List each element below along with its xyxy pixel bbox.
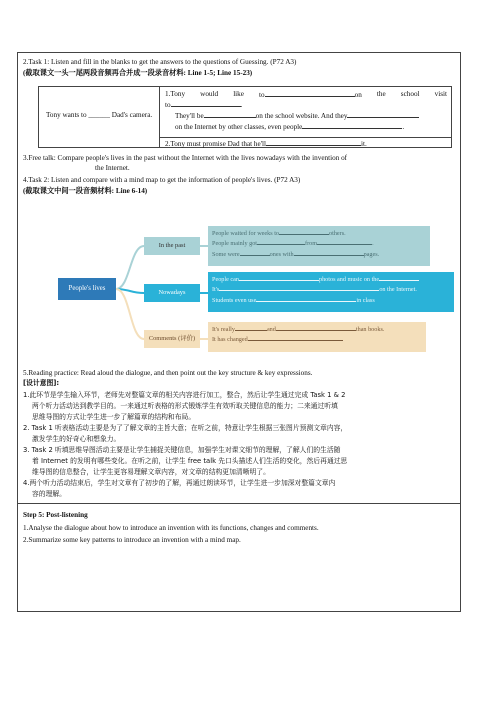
task2-audio-note: (截取课文中间一段音频材料: Line 6-14) (23, 187, 148, 195)
cell-text: the (376, 90, 386, 98)
cell-text: 1.Tony (165, 90, 186, 98)
tony-wants-label: Tony wants to ______ Dad's camera. (46, 111, 153, 119)
branch-nowadays: Nowadays (144, 284, 200, 302)
nowadays-details-box (208, 272, 454, 312)
fill-blank[interactable] (302, 121, 402, 129)
box-text: People can (212, 276, 239, 283)
design-line: 着 Internet 的发明有哪些变化。在听之前，让学生 free talk 先口头描述人们生活的变化，然后再通过思 (32, 457, 348, 465)
cell-text: They'll be (175, 112, 204, 120)
task1-instruction: 2.Task 1: Listen and fill in the blanks to get the answers to the questions of Guessing. (P72 A3) (23, 58, 297, 66)
box-text: and (266, 326, 276, 333)
table-left-cell (39, 87, 160, 147)
box-text: from (305, 240, 318, 248)
box-text: Some were (212, 250, 240, 258)
cell-text: to (259, 91, 265, 99)
mind-map (58, 226, 453, 356)
box-text: pages. (363, 250, 380, 258)
step5-title: Step 5: Post-listening (23, 511, 88, 519)
fill-blank[interactable] (204, 110, 256, 118)
design-line: 思维导图的方式让学生进一步了解篇章的结构和布局。 (32, 413, 196, 421)
design-line: 1.此环节是学生输入环节，老师先对整篇文章的相关内容进行加工，整合，然后让学生通过完成 Task 1 & 2 (23, 391, 346, 399)
box-text: People mainly got (212, 240, 258, 248)
branch-in-the-past: In the past (144, 237, 200, 255)
cell-text: on the school website. And they (255, 112, 348, 120)
fill-blank[interactable] (265, 89, 355, 97)
fill-blank[interactable] (171, 99, 241, 107)
table-row-3: on the Internet by other classes, even people . (175, 123, 405, 131)
cell-text: 2.Tony must promise Dad that he'll (165, 140, 267, 148)
design-line: 维导图的信息整合，让学生更容易理解文章内容，对文章的结构更加清晰明了。 (32, 468, 270, 476)
fill-blank[interactable] (294, 249, 364, 256)
design-line: 4.两个听力活动结束后，学生对文章有了初步的了解，再通过朗读环节，让学生进一步加深对整篇文章内 (23, 479, 336, 487)
branch-comments: Comments (评价) (144, 330, 200, 348)
lesson-plan-page (17, 52, 461, 612)
box-text: than books. (355, 326, 385, 333)
box-text: It has changed (212, 336, 248, 344)
step5-item-2: 2.Summarize some key patterns to introduce an invention with a mind map. (23, 536, 241, 544)
fill-blank[interactable] (347, 110, 419, 118)
fill-blank[interactable] (240, 249, 270, 256)
fill-blank[interactable] (248, 334, 343, 341)
cell-text: to (165, 101, 171, 109)
cell-text: would (200, 90, 219, 98)
table-row-1b (165, 99, 447, 110)
box-text: People waited for weeks to (212, 230, 280, 237)
box-text: in class (356, 296, 375, 304)
box-text: on the Internet. (379, 286, 417, 294)
cell-text: on the Internet by other classes, even people (175, 123, 303, 131)
design-intent-title: [设计意图]: (23, 379, 60, 387)
task1-table (38, 86, 452, 148)
cell-text: it. (361, 140, 367, 148)
free-talk-line-2: the Internet. (95, 164, 130, 172)
task2-instruction: 4.Task 2: Listen and compare with a mind map to get the information of people's lives. (P72 A3) (23, 176, 301, 184)
fill-blank[interactable] (379, 274, 419, 281)
table-row-2 (165, 110, 447, 121)
design-line: 激发学生的好奇心和想象力。 (32, 435, 121, 443)
table-row-4 (165, 138, 447, 149)
fill-blank[interactable] (317, 238, 372, 245)
box-text: Students even use (212, 296, 257, 304)
cell-text: visit (434, 90, 447, 98)
design-line: 2. Task 1 听表格活动主要是为了了解文章的主旨大意；在听之前，特意让学生根据三张图片预测文章内容， (23, 424, 348, 432)
fill-blank[interactable] (219, 284, 379, 291)
cell-text: . (240, 101, 243, 109)
fill-blank[interactable] (256, 295, 356, 302)
design-line: 3. Task 2 听填思维导图活动主要是让学生捕捉关键信息，加强学生对课文细节的理解，了解人们的生活随 (23, 446, 341, 454)
fill-blank[interactable] (276, 324, 356, 331)
design-line: 容的理解。 (32, 490, 66, 498)
task1-audio-note: (截取课文一头一尾两段音频再合并成一段录音材料: Line 1-5; Line 15-23) (23, 69, 253, 77)
mind-map-center-node: People's lives (58, 278, 116, 300)
section-divider (18, 503, 460, 504)
cell-text: on (354, 91, 362, 99)
fill-blank[interactable] (239, 274, 319, 281)
cell-text: school (400, 90, 420, 98)
fill-blank[interactable] (266, 138, 361, 146)
reading-practice-line: 5.Reading practice: Read aloud the dialogue, and then point out the key structure & key expressions. (23, 369, 313, 377)
comments-details-box (208, 322, 426, 352)
cell-text: like (233, 90, 244, 98)
step5-item-1: 1.Analyse the dialogue about how to introduce an invention with its functions, changes and comments. (23, 524, 319, 532)
past-details-box: People waited for weeks to others. People mainly got from . Some were ones with pages. (208, 226, 430, 266)
fill-blank[interactable] (257, 238, 305, 245)
design-line: 两个听力活动达到教学目的。一来通过听表格的形式锻炼学生有效听取关键信息的能力；二来通过听填 (32, 402, 338, 410)
fill-blank[interactable] (279, 228, 329, 235)
box-text: ones with (269, 250, 294, 258)
box-text: It's (212, 286, 220, 294)
box-text: others. (329, 230, 346, 237)
free-talk-line: 3.Free talk: Compare people's lives in the past without the Internet with the lives nowadays with the invention of (23, 154, 348, 162)
box-text: It's really (212, 326, 235, 333)
fill-blank[interactable] (235, 324, 267, 331)
box-text: photos and music on the (318, 276, 380, 283)
